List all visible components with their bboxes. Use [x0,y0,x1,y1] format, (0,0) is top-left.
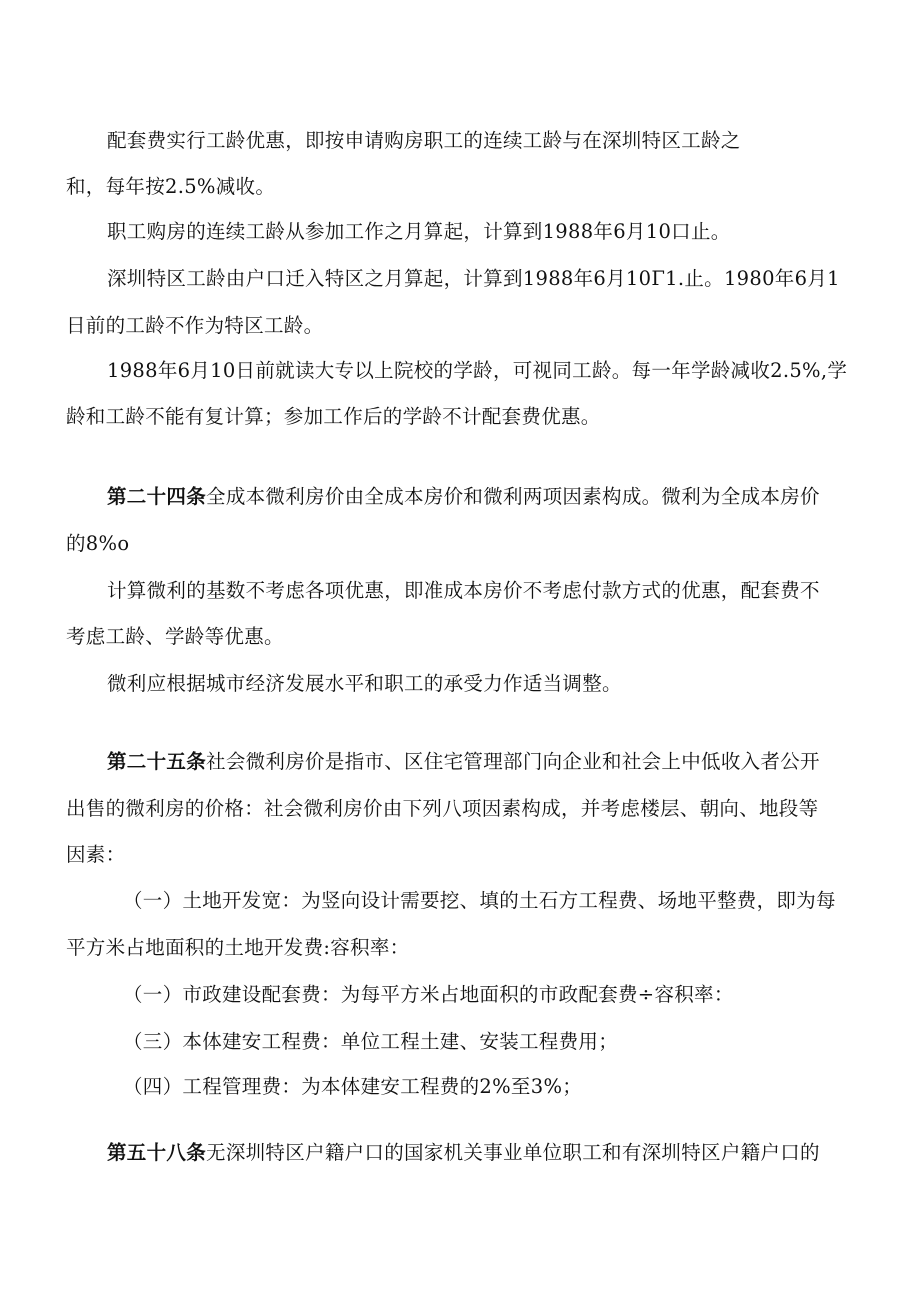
paragraph-line [123,982,734,1008]
line-text: 龄和工龄不能有复计算；参加工作后的学龄不计配套费优惠。 [66,405,601,428]
paragraph-line [123,888,836,914]
paragraph-line [107,358,847,384]
line-text: （一）市政建设配套费：为每平方米占地面积的市政配套费÷容积率： [123,983,734,1006]
line-text: 平方米占地面积的土地开发费:容积率： [66,936,410,959]
line-text: 日前的工龄不作为特区工龄。 [66,314,324,337]
line-text: 社会微利房价是指市、区住宅管理部门向企业和社会上中低收入者公开 [206,750,820,773]
line-text: 因素： [66,843,126,866]
line-text: （一）土地开发宽：为竖向设计需要挖、填的土石方工程费、场地平整费，即为每 [123,889,836,912]
paragraph-line [123,1029,618,1055]
paragraph-line [66,842,125,868]
paragraph-line [66,624,284,650]
paragraph-line [107,671,622,697]
line-text: 无深圳特区户籍户口的国家机关事业单位职工和有深圳特区户籍户口的 [206,1141,820,1164]
line-text: （四）工程管理费：为本体建安工程费的2%至3%； [123,1075,583,1098]
line-text: 的8%o [66,532,130,555]
line-text: 深圳特区工龄由户口迁入特区之月算起，计算到1988年6月10Γ1.止。1980年6月1 [107,267,840,290]
article-number: 第二十四条 [107,485,207,508]
line-text: 出售的微利房的价格：社会微利房价由下列八项因素构成，并考虑楼层、朝向、地段等 [66,797,819,820]
paragraph-line [66,313,323,339]
article-paragraph [107,1140,820,1166]
paragraph-line [66,174,275,200]
paragraph-line [107,128,741,154]
paragraph-line [107,219,731,245]
article-number: 第二十五条 [107,750,207,773]
line-text: （三）本体建安工程费：单位工程土建、安装工程费用； [123,1030,619,1053]
article-number: 第五十八条 [107,1141,207,1164]
paragraph-line [66,531,129,557]
paragraph-line [66,935,409,961]
line-text: 1988年6月10日前就读大专以上院校的学龄，可视同工龄。每一年学龄减收2.5%,学 [107,359,848,382]
paragraph-line [66,404,601,430]
article-paragraph [107,749,820,775]
line-text: 配套费实行工龄优惠，即按申请购房职工的连续工龄与在深圳特区工龄之 [107,129,741,152]
line-text: 微利应根据城市经济发展水平和职工的承受力作适当调整。 [107,672,622,695]
paragraph-line [107,266,840,292]
article-paragraph [107,484,820,510]
line-text: 和，每年按2.5%减收。 [66,175,276,198]
paragraph-line [66,796,818,822]
line-text: 全成本微利房价由全成本房价和微利两项因素构成。微利为全成本房价 [206,485,820,508]
line-text: 职工购房的连续工龄从参加工作之月算起，计算到1988年6月10口止。 [107,220,731,243]
paragraph-line [123,1074,582,1100]
paragraph-line [107,578,820,604]
line-text: 考虑工龄、学龄等优惠。 [66,625,284,648]
line-text: 计算微利的基数不考虑各项优惠，即准成本房价不考虑付款方式的优惠，配套费不 [107,579,820,602]
